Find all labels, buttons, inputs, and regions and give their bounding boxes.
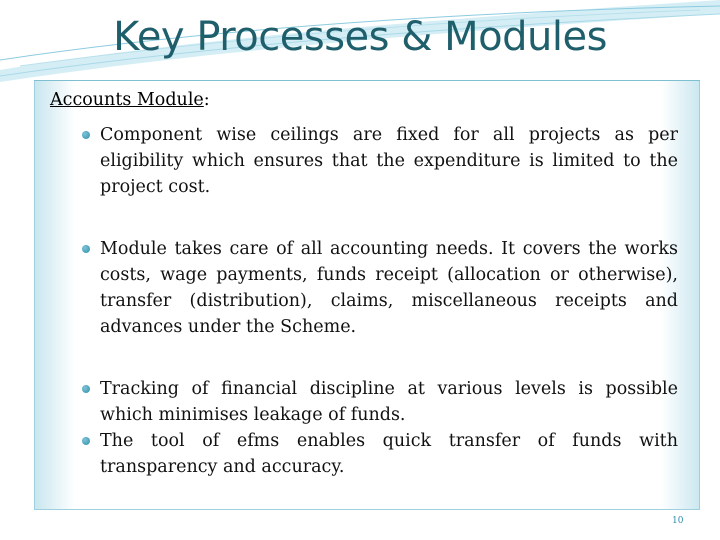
panel-top-border bbox=[34, 80, 700, 81]
bullet-icon bbox=[82, 385, 90, 393]
bullet-text: Tracking of financial discipline at various levels is possible which minimises leakage of funds. bbox=[100, 379, 678, 425]
section-heading-colon: : bbox=[203, 90, 210, 110]
bullet-text: The tool of efms enables quick transfer of funds with transparency and accuracy. bbox=[100, 431, 678, 477]
bullet-item bbox=[78, 236, 678, 340]
section-heading-text: Accounts Module bbox=[50, 90, 204, 110]
bullet-text: Component wise ceilings are fixed for all projects as per eligibility which ensures that the expenditure is limited to the project cost. bbox=[100, 125, 678, 197]
bullet-item bbox=[78, 122, 678, 200]
slide-title: Key Processes & Modules bbox=[113, 14, 607, 60]
bullet-list bbox=[78, 122, 678, 480]
spacer bbox=[78, 200, 678, 236]
bullet-item bbox=[78, 428, 678, 480]
section-heading bbox=[50, 90, 210, 110]
bullet-text: Module takes care of all accounting needs. It covers the works costs, wage payments, funds receipt (allocation or otherwise), transfer (distribution), claims, miscellaneous receipts and advances under the Scheme. bbox=[100, 239, 678, 337]
page-number: 10 bbox=[672, 516, 684, 526]
bullet-icon bbox=[82, 131, 90, 139]
bullet-icon bbox=[82, 437, 90, 445]
spacer bbox=[78, 340, 678, 376]
bullet-icon bbox=[82, 245, 90, 253]
bullet-item bbox=[78, 376, 678, 428]
